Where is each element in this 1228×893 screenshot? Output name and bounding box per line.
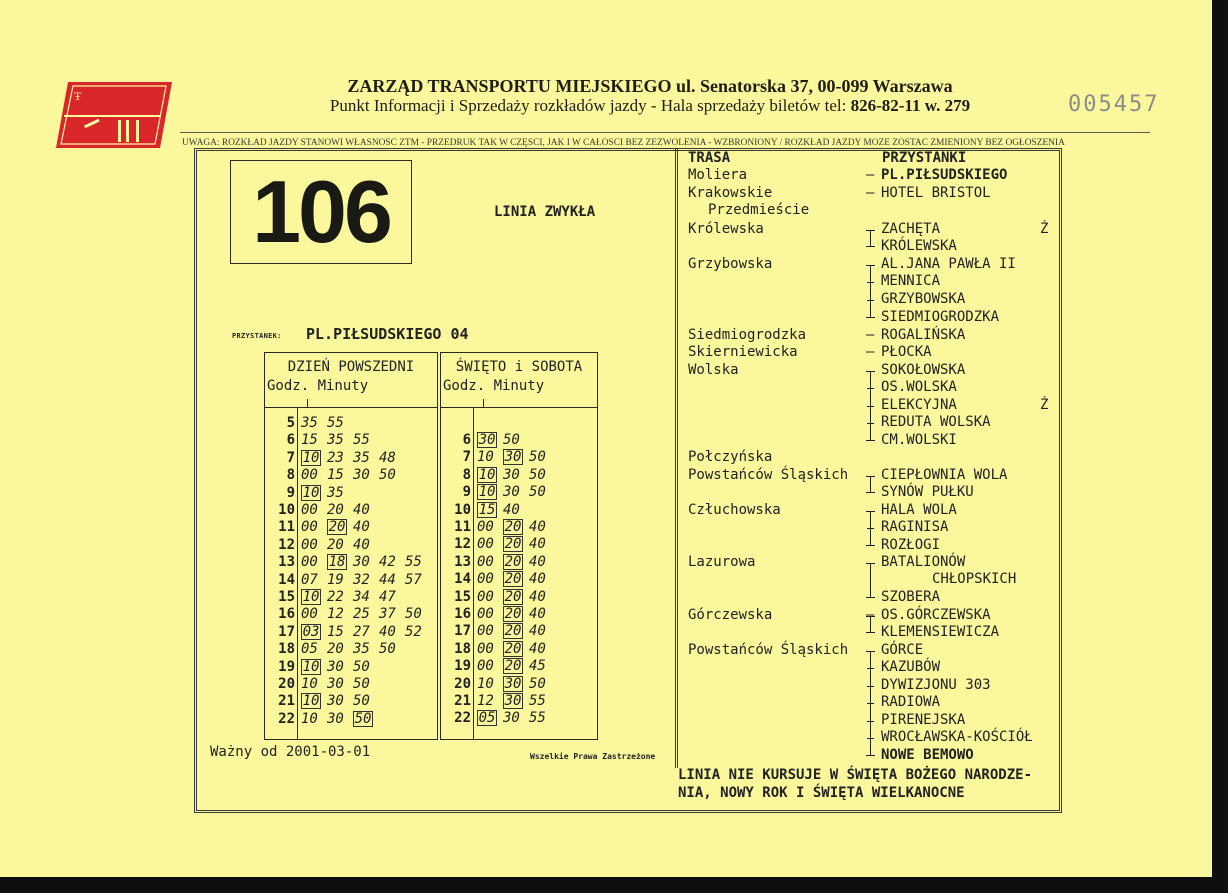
route-street: Wolska [688, 362, 739, 378]
hour-cell: 15 [454, 588, 471, 605]
table-row [265, 693, 437, 710]
route-street: Człuchowska [688, 502, 781, 518]
minutes-cell: 12 30 55 [477, 693, 546, 709]
route-street: Górczewska [688, 607, 773, 623]
route-dash: – [866, 607, 875, 623]
minutes-cell: 35 55 [301, 415, 344, 431]
route-dash: – [866, 167, 875, 183]
hour-cell: 14 [454, 571, 471, 588]
z-marker: Ż [1040, 221, 1049, 237]
minutes-cell: 00 20 40 [301, 502, 370, 518]
table-row [265, 572, 437, 589]
table-row [441, 502, 597, 519]
hour-cell: 9 [286, 484, 295, 501]
hour-cell: 16 [278, 606, 295, 623]
route-stop: ZACHĘTA [881, 221, 941, 237]
hour-cell: 8 [462, 466, 471, 483]
route-bracket [866, 616, 876, 633]
hour-cell: 21 [454, 693, 471, 709]
minutes-cell: 10 35 [302, 484, 344, 501]
route-street: Powstańców Śląskich [688, 467, 849, 483]
table-row [441, 606, 597, 623]
ztm-logo [56, 82, 172, 148]
hour-cell: 18 [278, 641, 295, 658]
line-number: 106 [252, 162, 390, 261]
hour-cell: 10 [454, 501, 471, 518]
hour-cell: 14 [278, 571, 295, 588]
table-row [265, 467, 437, 484]
minutes-cell: 05 20 35 50 [301, 641, 396, 658]
route-street: Królewska [688, 221, 764, 237]
route-stop: AL.JANA PAWŁA II [881, 256, 1016, 272]
route-stop: GRZYBOWSKA [881, 291, 966, 307]
minutes-cell: 00 15 30 50 [301, 467, 396, 484]
hour-cell: 11 [454, 519, 471, 535]
minutes-cell: 00 20 40 [477, 536, 546, 553]
route-street: Skierniewicka [688, 344, 798, 360]
minutes-cell: 10 30 50 [302, 693, 370, 710]
minutes-cell: 00 20 40 [477, 640, 546, 657]
minutes-cell: 10 30 50 [478, 466, 546, 483]
route-street: Grzybowska [688, 256, 773, 272]
route-stop: ROZŁOGI [881, 537, 941, 553]
route-stop: REDUTA WOLSKA [881, 414, 991, 430]
hour-cell: 13 [454, 553, 471, 570]
route-stop: CHŁOPSKICH [932, 571, 1017, 587]
svg-text:Ŧ: Ŧ [74, 89, 82, 103]
table-row [265, 554, 437, 571]
minutes-cell: 10 30 50 [302, 658, 370, 675]
hour-cell: 17 [278, 623, 295, 640]
route-stop: KRÓLEWSKA [881, 238, 957, 254]
table-row [441, 554, 597, 571]
hour-cell: 18 [454, 640, 471, 657]
route-street: Moliera [688, 167, 748, 183]
minutes-cell: 00 20 40 [477, 606, 546, 622]
route-bracket [866, 476, 876, 493]
route-dash: – [866, 185, 875, 201]
table-row [441, 693, 597, 710]
hour-cell: 6 [462, 432, 471, 448]
route-street-header: TRASA [688, 150, 731, 166]
table-row [265, 659, 437, 676]
hour-cell: 8 [286, 467, 295, 484]
route-stop: BATALIONÓW [881, 554, 966, 570]
hour-cell: 22 [454, 710, 471, 727]
route-stop: SYNÓW PUŁKU [881, 484, 974, 500]
hour-cell: 12 [454, 536, 471, 553]
rights-reserved: Wszelkie Prawa Zastrzeżone [530, 752, 656, 761]
hour-cell: 9 [462, 484, 471, 501]
header-info: Punkt Informacji i Sprzedaży rozkładów jazdy - Hala sprzedaży biletów tel: 826-82-11 w. 279 [329, 96, 971, 115]
minutes-cell: 00 20 45 [477, 658, 546, 675]
table-row [441, 467, 597, 484]
minutes-cell: 00 20 40 [301, 519, 370, 536]
route-stop: DYWIZJONU 303 [881, 677, 991, 693]
route-stop: PIRENEJSKA [881, 712, 966, 728]
route-dash: – [866, 327, 875, 343]
minutes-cell: 30 50 [478, 432, 520, 448]
weekday-header [265, 353, 437, 408]
route-street: Połczyńska [688, 449, 773, 465]
z-marker: Ż [1040, 397, 1049, 413]
table-row [441, 623, 597, 640]
line-type: LINIA ZWYKŁA [494, 204, 596, 220]
holiday-table [440, 352, 598, 740]
line-number-box [230, 160, 412, 264]
route-stop: PL.PIŁSUDSKIEGO [881, 167, 1008, 183]
route-stop: SIEDMIOGRODZKA [881, 309, 1000, 325]
hour-cell: 16 [454, 606, 471, 622]
minutes-cell: 00 20 40 [477, 588, 546, 605]
minutes-cell: 10 23 35 48 [302, 449, 396, 466]
hour-cell: 5 [286, 415, 295, 431]
hour-cell: 13 [278, 554, 295, 571]
route-stop: RAGINISA [881, 519, 949, 535]
hour-cell: 7 [286, 449, 295, 466]
route-street: Powstańców Śląskich [688, 642, 849, 658]
hour-cell: 22 [278, 710, 295, 727]
minutes-cell: 10 22 34 47 [302, 589, 396, 605]
table-row [441, 519, 597, 536]
table-row [265, 537, 437, 554]
weekday-table [264, 352, 438, 740]
route-stop: NOWE BEMOWO [881, 747, 974, 763]
table-row [441, 432, 597, 449]
table-row [441, 710, 597, 727]
table-row [441, 641, 597, 658]
serial-number: 005457 [1068, 92, 1160, 117]
minutes-cell: 00 20 40 [477, 623, 546, 640]
frame-divider [675, 148, 678, 768]
service-note: LINIA NIE KURSUJE W ŚWIĘTA BOŻEGO NARODZE- NIA, NOWY ROK I ŚWIĘTA WIELKANOCNE [678, 767, 1033, 801]
hour-cell: 21 [278, 693, 295, 710]
hour-cell: 17 [454, 623, 471, 640]
table-row [265, 432, 437, 449]
route-stop: OS.WOLSKA [881, 379, 957, 395]
table-row [265, 485, 437, 502]
minutes-cell: 10 30 50 [301, 676, 370, 692]
copyright-notice: UWAGA: ROZKŁAD JAZDY STANOWI WŁASNOŚĆ ZTM - PRZEDRUK TAK W CZĘŚCI, JAK I W CAŁOŚCI BEZ ZEZWOLENIA - WZBRONIONY / ROZKŁAD JAZDY MOŻE ZOSTAĆ ZMIENIONY BEZ OGŁOSZENIA [182, 138, 1065, 148]
table-row [265, 502, 437, 519]
route-stop: SOKOŁOWSKA [881, 362, 966, 378]
table-row [441, 449, 597, 466]
table-row [265, 711, 437, 728]
minutes-cell: 03 15 27 40 52 [302, 623, 422, 640]
hour-cell: 20 [278, 676, 295, 692]
route-stop: HALA WOLA [881, 502, 957, 518]
route-stop: OS.GÓRCZEWSKA [881, 607, 991, 623]
holiday-header [441, 353, 597, 408]
table-row [265, 519, 437, 536]
header-divider [180, 132, 1150, 133]
route-stop: HOTEL BRISTOL [881, 185, 991, 201]
table-row [441, 536, 597, 553]
route-stop: RADIOWA [881, 694, 941, 710]
route-bracket [866, 563, 876, 598]
route-street: Krakowskie [688, 185, 773, 201]
minutes-cell: 00 20 40 [477, 519, 546, 535]
minutes-cell: 10 30 50 [477, 449, 546, 466]
table-row [265, 624, 437, 641]
route-bracket [866, 371, 876, 441]
table-row [265, 415, 437, 432]
route-stop: KAZUBÓW [881, 659, 941, 675]
minutes-cell: 15 40 [478, 501, 520, 518]
hour-cell: 15 [278, 589, 295, 605]
table-row [441, 571, 597, 588]
minutes-cell: 00 18 30 42 55 [301, 554, 422, 571]
route-stop: CIEPŁOWNIA WOLA [881, 467, 1008, 483]
route-stop: PŁOCKA [881, 344, 932, 360]
table-row [441, 484, 597, 501]
table-row [265, 641, 437, 658]
weekday-title: DZIEŃ POWSZEDNI [287, 359, 415, 375]
route-street: Przedmieście [708, 202, 810, 218]
route-stop: MENNICA [881, 273, 941, 289]
table-row [265, 450, 437, 467]
route-stop: GÓRCE [881, 642, 924, 658]
table-row [265, 589, 437, 606]
minutes-cell: 00 20 40 [301, 536, 370, 553]
stop-name: PL.PIŁSUDSKIEGO 04 [306, 325, 469, 343]
route-bracket [866, 651, 876, 756]
valid-from: Ważny od 2001-03-01 [210, 744, 371, 760]
minutes-cell: 10 30 50 [301, 710, 372, 727]
holiday-title: ŚWIĘTO i SOBOTA [455, 359, 583, 375]
holiday-subheader: Godz. Minuty [443, 378, 545, 394]
weekday-subheader: Godz. Minuty [267, 378, 369, 394]
route-street: Lazurowa [688, 554, 756, 570]
hour-cell: 19 [278, 658, 295, 675]
route-bracket [866, 265, 876, 318]
route-street: Siedmiogrodzka [688, 327, 807, 343]
minutes-cell: 10 30 50 [477, 675, 546, 692]
hour-cell: 7 [462, 449, 471, 466]
route-bracket [866, 511, 876, 546]
hour-cell: 20 [454, 675, 471, 692]
table-row [441, 589, 597, 606]
route-stops-header: PRZYSTANKI [882, 150, 967, 166]
minutes-cell: 00 12 25 37 50 [301, 606, 422, 623]
table-row [265, 606, 437, 623]
table-row [441, 658, 597, 675]
minutes-cell: 00 20 40 [477, 571, 546, 588]
table-row [265, 676, 437, 693]
route-stop: ROGALIŃSKA [881, 327, 966, 343]
route-dash: – [866, 344, 875, 360]
route-stop: ELEKCYJNA [881, 397, 957, 413]
header-org: ZARZĄD TRANSPORTU MIEJSKIEGO ul. Senatorska 37, 00-099 Warszawa [347, 76, 953, 96]
route-stop: SZOBERA [881, 589, 941, 605]
route-bracket [866, 230, 876, 247]
route-stop: WROCŁAWSKA-KOŚCIÓŁ [881, 729, 1033, 745]
hour-cell: 10 [278, 502, 295, 518]
minutes-cell: 00 20 40 [477, 553, 546, 570]
minutes-cell: 15 35 55 [301, 432, 370, 449]
hour-cell: 12 [278, 536, 295, 553]
minutes-cell: 05 30 55 [478, 710, 546, 727]
minutes-cell: 07 19 32 44 57 [301, 571, 422, 588]
hour-cell: 19 [454, 658, 471, 675]
route-stop: CM.WOLSKI [881, 432, 957, 448]
hour-cell: 11 [278, 519, 295, 536]
stop-label: PRZYSTANEK: [232, 332, 282, 340]
table-row [441, 676, 597, 693]
hour-cell: 6 [286, 432, 295, 449]
route-stop: KLEMENSIEWICZA [881, 624, 1000, 640]
minutes-cell: 10 30 50 [478, 484, 546, 501]
